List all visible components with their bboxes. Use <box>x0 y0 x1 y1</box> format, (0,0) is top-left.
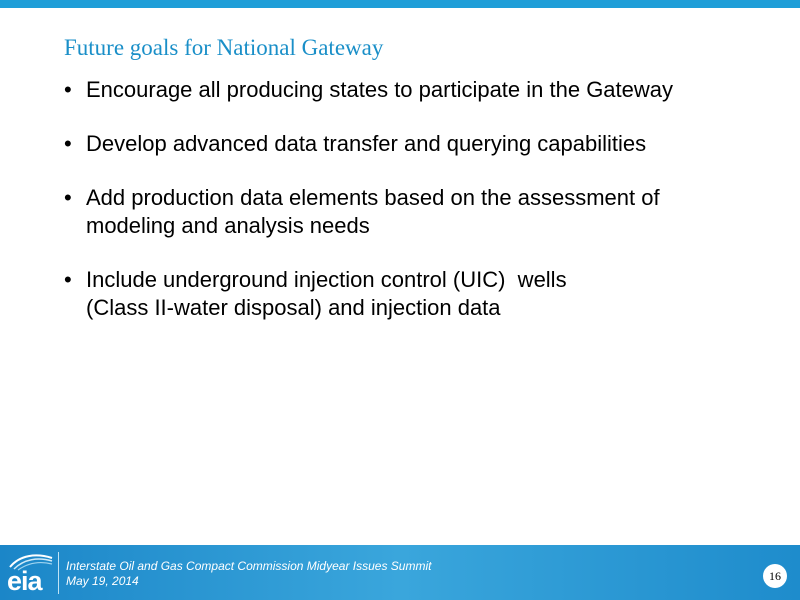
logo-text: eia <box>7 566 42 596</box>
slide-title: Future goals for National Gateway <box>64 35 384 60</box>
top-accent-band <box>0 0 800 8</box>
footer-event-name: Interstate Oil and Gas Compact Commission Midyear Issues Summit <box>66 559 432 573</box>
bullet-list <box>64 76 673 322</box>
bullet-item <box>64 76 673 104</box>
footer-date: May 19, 2014 <box>66 574 139 588</box>
footer-band <box>0 545 800 600</box>
eia-logo <box>6 549 56 597</box>
bullet-text-continuation: modeling and analysis needs <box>86 213 370 238</box>
bullet-marker: • <box>64 185 72 210</box>
bullet-item <box>64 266 673 322</box>
bullet-text: Add production data elements based on the assessment of <box>86 185 660 210</box>
page-number-badge: 16 <box>763 564 787 588</box>
bullet-text-continuation: (Class II-water disposal) and injection data <box>86 295 501 320</box>
bullet-text: Include underground injection control (UIC) wells <box>86 267 567 292</box>
bullet-marker: • <box>64 267 72 292</box>
footer-divider <box>58 552 59 594</box>
bullet-marker: • <box>64 131 72 156</box>
bullet-marker: • <box>64 77 72 102</box>
bullet-item <box>64 184 673 240</box>
bullet-text: Develop advanced data transfer and querying capabilities <box>86 131 647 156</box>
bullet-item <box>64 130 673 158</box>
bullet-text: Encourage all producing states to participate in the Gateway <box>86 77 674 102</box>
